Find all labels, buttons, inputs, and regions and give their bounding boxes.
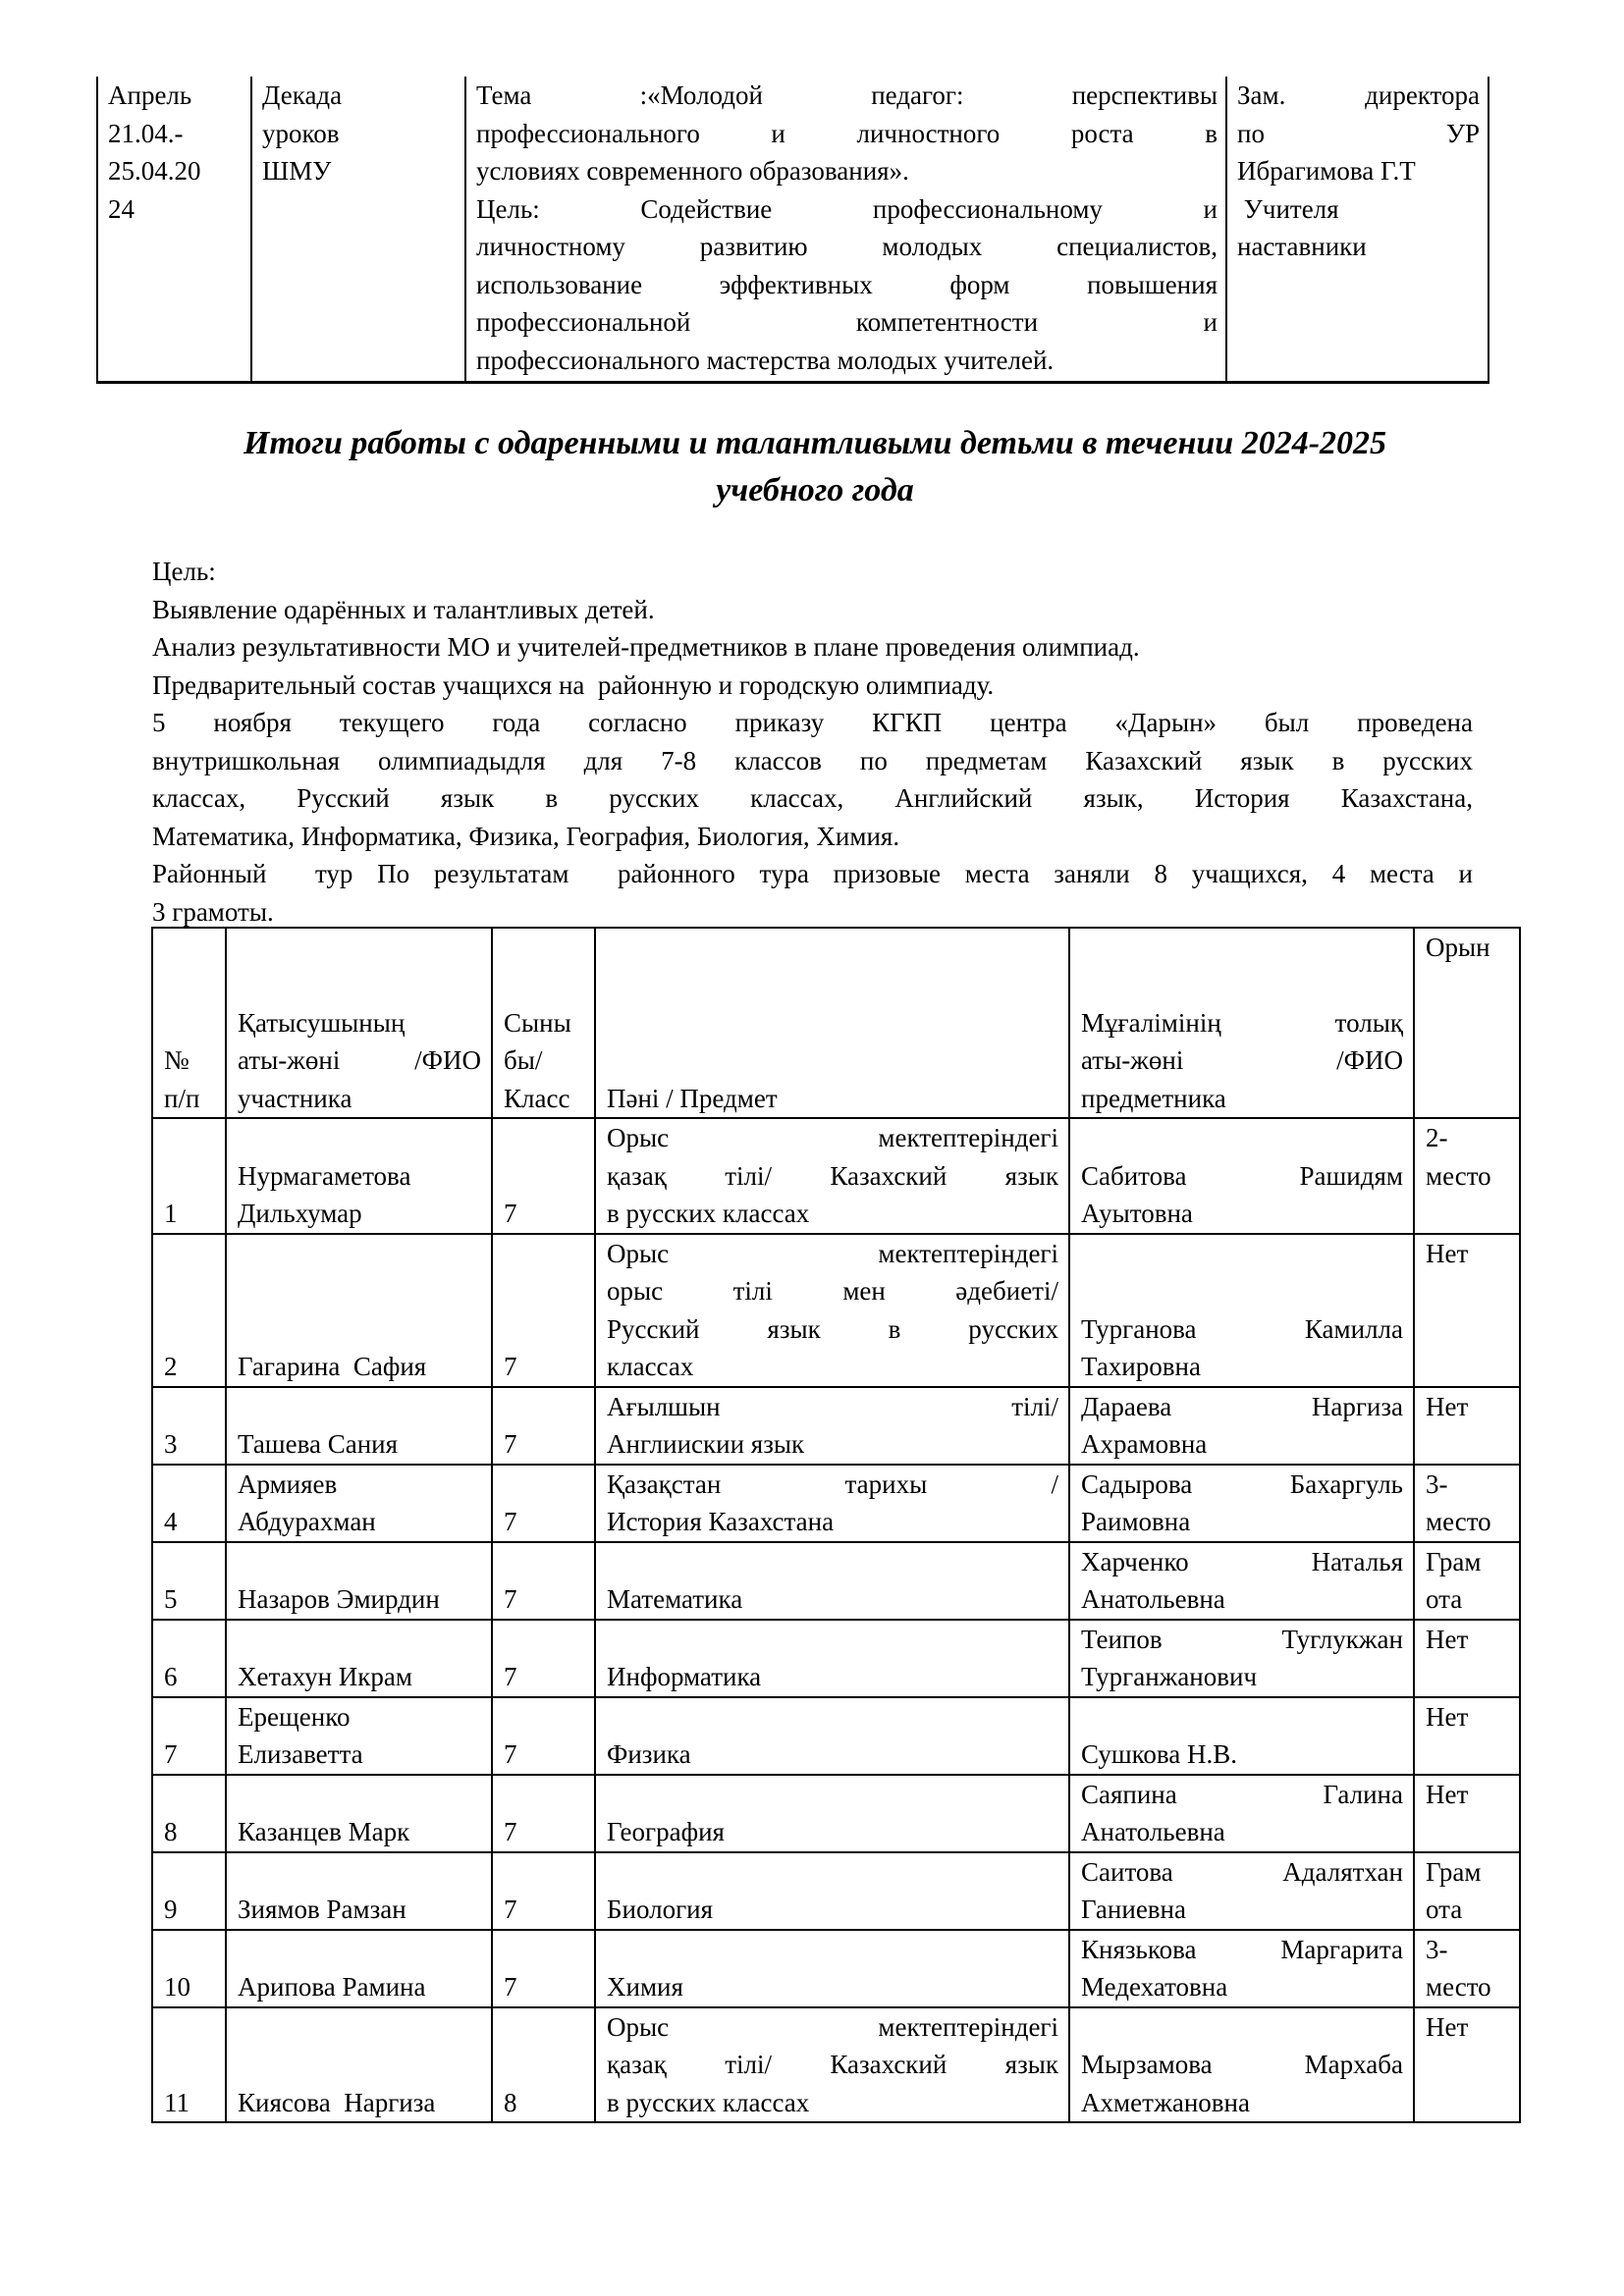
subject-line: в русских классах (607, 1199, 810, 1228)
cell-num: 11 (152, 2007, 226, 2123)
participant-line: Арипова Рамина (238, 1972, 426, 2002)
date-cell (97, 77, 251, 382)
cell-teacher (1069, 1465, 1414, 1542)
teacher-line: Медехатовна (1081, 1972, 1228, 2002)
header-text: Қатысушының (238, 1007, 406, 1038)
header-text: Класс (504, 1083, 570, 1113)
subject-line: Орыс мектептеріндегі (607, 1238, 1058, 1268)
cell-participant (226, 1118, 492, 1234)
table-row (152, 1620, 1520, 1697)
cell-num: 9 (152, 1852, 226, 1930)
header-grade (492, 928, 595, 1118)
teacher-line: Садырова Бахаргуль (1081, 1468, 1403, 1499)
event-line: Декада (262, 80, 343, 110)
cell-grade: 7 (492, 1697, 595, 1775)
table-row (152, 1852, 1520, 1930)
place-line: Нет (1426, 1779, 1469, 1809)
header-text: № (164, 1045, 189, 1075)
table-row (152, 1697, 1520, 1775)
subject-line: Информатика (607, 1662, 762, 1691)
place-line: место (1426, 1507, 1491, 1536)
header-text: Сыны (504, 1007, 571, 1038)
goal-item: Предварительный состав учащихся на районную и городскую олимпиаду. (152, 669, 995, 700)
cell-participant (226, 1465, 492, 1542)
cell-subject (595, 1234, 1069, 1387)
cell-teacher (1069, 1852, 1414, 1930)
cell-teacher (1069, 1775, 1414, 1852)
result-line: Районный тур По результатам районного тура призовые места заняли 8 учащихся, 4 места и (152, 859, 1473, 888)
participant-line: Гагарина Сафия (238, 1352, 427, 1381)
cell-subject (595, 1697, 1069, 1775)
teacher-line: Сушкова Н.В. (1081, 1739, 1238, 1769)
participant-line: Нурмагаметова (238, 1160, 411, 1191)
description-line: профессионального мастерства молодых учителей. (476, 345, 1055, 375)
table-body (152, 1118, 1520, 2122)
description-line: профессиональной компетентности и (476, 307, 1218, 337)
participant-line: Ерещенко (238, 1701, 351, 1732)
cell-num: 5 (152, 1542, 226, 1620)
paragraph-line: Математика, Информатика, Физика, География, Биология, Химия. (152, 821, 900, 851)
cell-participant (226, 1930, 492, 2007)
goal-label: Цель: (152, 557, 216, 586)
cell-place (1414, 1118, 1520, 1234)
paragraph-line: классах, Русский язык в русских классах, Английский язык, История Казахстана, (152, 783, 1473, 813)
subject-line: орыс тілі мен әдебиеті/ (607, 1276, 1058, 1306)
header-text: аты-жөні /ФИО (1081, 1045, 1403, 1075)
place-line: место (1426, 1160, 1491, 1191)
teacher-line: Харченко Наталья (1081, 1546, 1403, 1576)
goal-item: Анализ результативности МО и учителей-предметников в плане проведения олимпиад. (152, 632, 1140, 662)
place-line: ота (1426, 1895, 1463, 1924)
cell-participant (226, 1852, 492, 1930)
goal-item: Выявление одарённых и талантливых детей. (152, 594, 655, 624)
date-line: 25.04.20 (108, 156, 201, 186)
teacher-line: Саитова Адалятхан (1081, 1856, 1403, 1887)
cell-participant (226, 1542, 492, 1620)
header-text: Орын (1426, 933, 1490, 962)
teacher-line: Мырзамова Мархаба (1081, 2050, 1403, 2079)
cell-participant (226, 2007, 492, 2123)
teacher-line: Тахировна (1081, 1352, 1201, 1381)
header-text: аты-жөні /ФИО (238, 1045, 481, 1075)
description-line: Цель: Содействие профессиональному и (476, 193, 1218, 224)
responsible-cell (1226, 77, 1489, 382)
cell-teacher (1069, 1930, 1414, 2007)
subject-line: классах (607, 1352, 694, 1381)
teacher-line: Теипов Туглукжан (1081, 1624, 1403, 1654)
cell-subject (595, 1387, 1069, 1465)
cell-place (1414, 1387, 1520, 1465)
place-line: Нет (1426, 1238, 1469, 1268)
date-line: 24 (108, 193, 135, 224)
cell-teacher (1069, 1118, 1414, 1234)
responsible-line: наставники (1237, 232, 1367, 261)
cell-grade: 7 (492, 1465, 595, 1542)
section-title (118, 420, 1512, 514)
participant-line: Елизаветта (238, 1739, 363, 1769)
date-line: 21.04.- (108, 118, 184, 148)
cell-teacher (1069, 1620, 1414, 1697)
responsible-line: по УР (1237, 118, 1480, 148)
participant-line: Зиямов Рамзан (238, 1895, 406, 1924)
olympiad-results-table (151, 927, 1521, 2123)
teacher-line: Раимовна (1081, 1507, 1191, 1536)
cell-num: 10 (152, 1930, 226, 2007)
cell-num: 1 (152, 1118, 226, 1234)
cell-teacher (1069, 1234, 1414, 1387)
place-line: Нет (1426, 2011, 1469, 2042)
cell-participant (226, 1697, 492, 1775)
cell-grade: 7 (492, 1542, 595, 1620)
header-text: бы/ (504, 1045, 543, 1075)
cell-subject (595, 1852, 1069, 1930)
subject-line: История Казахстана (607, 1507, 835, 1536)
cell-subject (595, 1118, 1069, 1234)
place-line: Нет (1426, 1624, 1469, 1654)
event-line: уроков (262, 118, 340, 148)
cell-place (1414, 1620, 1520, 1697)
responsible-line: Учителя (1237, 193, 1339, 224)
cell-place (1414, 1852, 1520, 1930)
responsible-line: Ибрагимова Г.Т (1237, 156, 1416, 186)
cell-teacher (1069, 2007, 1414, 2123)
result-line: 3 грамоты. (152, 896, 274, 927)
subject-line: Физика (607, 1739, 691, 1769)
teacher-line: Анатольевна (1081, 1584, 1225, 1614)
cell-participant (226, 1387, 492, 1465)
place-line: 3- (1426, 1934, 1448, 1964)
table-row (152, 1775, 1520, 1852)
description-line: Тема :«Молодой педагог: перспективы (476, 80, 1218, 110)
table-row (152, 1387, 1520, 1465)
cell-place (1414, 1465, 1520, 1542)
description-line: профессионального и личностного роста в (476, 118, 1218, 148)
cell-grade: 7 (492, 1234, 595, 1387)
cell-grade: 7 (492, 1930, 595, 2007)
cell-num: 2 (152, 1234, 226, 1387)
cell-participant (226, 1234, 492, 1387)
cell-subject (595, 1620, 1069, 1697)
place-line: Грам (1426, 1856, 1482, 1887)
cell-place (1414, 1775, 1520, 1852)
subject-line: Орыс мектептеріндегі (607, 1123, 1058, 1152)
participant-line: Абдурахман (238, 1507, 376, 1536)
teacher-line: Анатольевна (1081, 1817, 1225, 1846)
cell-subject (595, 1542, 1069, 1620)
cell-num: 3 (152, 1387, 226, 1465)
cell-subject (595, 1775, 1069, 1852)
header-text: предметника (1081, 1083, 1226, 1113)
subject-line: Англиискии язык (607, 1429, 805, 1459)
table-row (152, 1234, 1520, 1387)
teacher-line: Ганиевна (1081, 1895, 1186, 1924)
cell-grade: 7 (492, 1775, 595, 1852)
subject-line: Қазақстан тарихы / (607, 1468, 1058, 1499)
cell-grade: 7 (492, 1852, 595, 1930)
teacher-line: Сабитова Рашидям (1081, 1160, 1403, 1191)
section-title-line: учебного года (716, 472, 914, 508)
subject-line: қазақ тілі/ Казахский язык (607, 2050, 1058, 2079)
teacher-line: Дараева Наргиза (1081, 1391, 1403, 1421)
cell-place (1414, 2007, 1520, 2123)
intro-text (152, 553, 1473, 931)
header-teacher (1069, 928, 1414, 1118)
cell-teacher (1069, 1387, 1414, 1465)
teacher-line: Ахметжановна (1081, 2087, 1250, 2117)
event-plan-table (96, 77, 1489, 384)
cell-place (1414, 1930, 1520, 2007)
subject-line: Биология (607, 1895, 714, 1924)
cell-num: 8 (152, 1775, 226, 1852)
cell-num: 7 (152, 1697, 226, 1775)
cell-teacher (1069, 1542, 1414, 1620)
cell-subject (595, 1465, 1069, 1542)
subject-line: География (607, 1817, 725, 1846)
cell-teacher (1069, 1697, 1414, 1775)
place-line: Грам (1426, 1546, 1482, 1576)
section-title-line: Итоги работы с одаренными и талантливыми детьми в течении 2024-2025 (243, 425, 1387, 461)
place-line: 2- (1426, 1123, 1448, 1152)
header-num (152, 928, 226, 1118)
event-cell (251, 77, 465, 382)
table-row (97, 77, 1489, 382)
place-line: 3- (1426, 1468, 1448, 1499)
subject-line: Русский язык в русских (607, 1313, 1058, 1344)
description-cell (465, 77, 1226, 382)
cell-grade: 7 (492, 1620, 595, 1697)
teacher-line: Турганжанович (1081, 1662, 1258, 1691)
teacher-line: Турганова Камилла (1081, 1313, 1403, 1344)
teacher-line: Ауытовна (1081, 1199, 1193, 1228)
subject-line: Орыс мектептеріндегі (607, 2011, 1058, 2042)
participant-line: Назаров Эмирдин (238, 1584, 440, 1614)
paragraph-line: внутришкольная олимпиадыдля для 7-8 классов по предметам Казахский язык в русских (152, 745, 1473, 775)
cell-participant (226, 1775, 492, 1852)
cell-num: 6 (152, 1620, 226, 1697)
header-text: Пәні / Предмет (607, 1083, 778, 1113)
participant-line: Хетахун Икрам (238, 1662, 412, 1691)
table-row (152, 1542, 1520, 1620)
place-line: Нет (1426, 1701, 1469, 1732)
participant-line: Киясова Наргиза (238, 2087, 436, 2117)
header-subject (595, 928, 1069, 1118)
cell-subject (595, 2007, 1069, 2123)
header-participant (226, 928, 492, 1118)
cell-grade: 7 (492, 1118, 595, 1234)
cell-subject (595, 1930, 1069, 2007)
place-line: место (1426, 1972, 1491, 2002)
table-row (152, 1118, 1520, 1234)
responsible-line: Зам. директора (1237, 80, 1480, 110)
header-text: п/п (164, 1083, 200, 1113)
event-line: ШМУ (262, 156, 332, 186)
subject-line: Химия (607, 1972, 683, 2002)
cell-place (1414, 1542, 1520, 1620)
participant-line: Армияев (238, 1468, 338, 1499)
participant-line: Ташева Сания (238, 1429, 399, 1459)
cell-num: 4 (152, 1465, 226, 1542)
subject-line: қазақ тілі/ Казахский язык (607, 1160, 1058, 1191)
place-line: Нет (1426, 1391, 1469, 1421)
teacher-line: Князькова Маргарита (1081, 1934, 1403, 1964)
table-row (152, 2007, 1520, 2123)
table-row (152, 1930, 1520, 2007)
participant-line: Дильхумар (238, 1199, 362, 1228)
header-place (1414, 928, 1520, 1118)
teacher-line: Саяпина Галина (1081, 1779, 1403, 1809)
paragraph-line: 5 ноября текущего года согласно приказу КГКП центра «Дарын» был проведена (152, 708, 1473, 737)
date-line: Апрель (108, 80, 192, 110)
subject-line: Математика (607, 1584, 743, 1614)
subject-line: Ағылшын тілі/ (607, 1391, 1058, 1421)
subject-line: в русских классах (607, 2087, 810, 2117)
teacher-line: Ахрамовна (1081, 1429, 1208, 1459)
header-text: участника (238, 1083, 352, 1113)
cell-grade: 8 (492, 2007, 595, 2123)
description-line: использование эффективных форм повышения (476, 269, 1218, 299)
cell-place (1414, 1697, 1520, 1775)
cell-grade: 7 (492, 1387, 595, 1465)
description-line: личностному развитию молодых специалистов, (476, 232, 1218, 261)
description-line: условиях современного образования». (476, 156, 909, 186)
place-line: ота (1426, 1584, 1463, 1614)
table-row (152, 1465, 1520, 1542)
header-text: Мұғалімінің толық (1081, 1007, 1403, 1038)
cell-participant (226, 1620, 492, 1697)
cell-place (1414, 1234, 1520, 1387)
participant-line: Казанцев Марк (238, 1817, 410, 1846)
table-header-row (152, 928, 1520, 1118)
